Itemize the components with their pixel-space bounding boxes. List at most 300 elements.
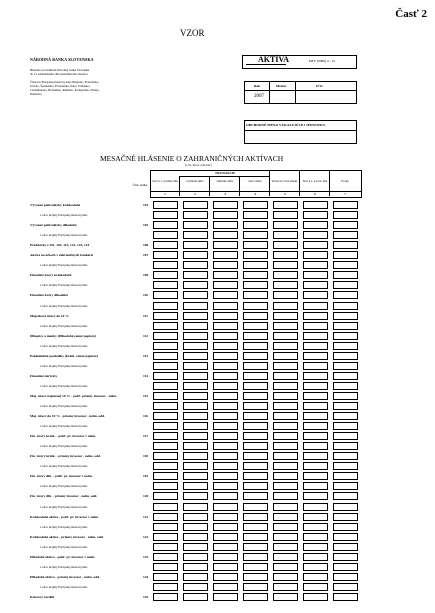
data-cell[interactable] — [333, 482, 358, 490]
data-cell[interactable] — [303, 201, 328, 209]
data-cell[interactable] — [303, 432, 328, 440]
data-cell[interactable] — [333, 402, 358, 410]
data-cell[interactable] — [183, 251, 208, 259]
company-id-header: IČO — [316, 84, 323, 88]
data-cell[interactable] — [213, 281, 238, 289]
data-cell[interactable] — [183, 372, 208, 380]
data-cell[interactable] — [303, 593, 328, 601]
data-cell[interactable] — [213, 221, 238, 229]
data-cell[interactable] — [153, 261, 178, 269]
row-number: 101 — [143, 203, 149, 207]
data-cell[interactable] — [273, 503, 298, 511]
note-line: Grécko, Španielsko, Francúzsko, Írsko, Taliansko, — [30, 84, 91, 88]
data-cell[interactable] — [183, 402, 208, 410]
data-cell[interactable] — [273, 452, 298, 460]
data-cell[interactable] — [183, 412, 208, 420]
data-cell[interactable] — [333, 221, 358, 229]
data-cell[interactable] — [153, 302, 178, 310]
data-cell[interactable] — [273, 462, 298, 470]
data-cell[interactable] — [153, 241, 178, 249]
data-cell[interactable] — [213, 472, 238, 480]
data-cell[interactable] — [273, 432, 298, 440]
data-cell[interactable] — [213, 291, 238, 299]
data-cell[interactable] — [243, 452, 268, 460]
data-cell[interactable] — [183, 382, 208, 390]
data-cell[interactable] — [303, 261, 328, 269]
data-cell[interactable] — [243, 442, 268, 450]
data-cell[interactable] — [273, 593, 298, 601]
data-cell[interactable] — [333, 513, 358, 521]
data-cell[interactable] — [303, 503, 328, 511]
data-cell[interactable] — [333, 503, 358, 511]
data-cell[interactable] — [303, 291, 328, 299]
data-cell[interactable] — [213, 482, 238, 490]
column-header-5: Kurzové a iné zmeny — [272, 179, 298, 183]
data-cell[interactable] — [213, 563, 238, 571]
data-cell[interactable] — [273, 201, 298, 209]
data-cell[interactable] — [273, 472, 298, 480]
data-cell[interactable] — [273, 332, 298, 340]
data-cell[interactable] — [273, 583, 298, 591]
data-cell[interactable] — [303, 452, 328, 460]
data-cell[interactable] — [303, 422, 328, 430]
subrow-label: z toho: krajiny Európskej menovej únie — [40, 213, 88, 218]
data-cell[interactable] — [213, 593, 238, 601]
data-cell[interactable] — [243, 492, 268, 500]
data-cell[interactable] — [153, 231, 178, 239]
data-cell[interactable] — [333, 251, 358, 259]
data-cell[interactable] — [213, 372, 238, 380]
data-cell[interactable] — [333, 412, 358, 420]
data-cell[interactable] — [333, 362, 358, 370]
data-cell[interactable] — [333, 593, 358, 601]
data-cell[interactable] — [273, 362, 298, 370]
data-cell[interactable] — [303, 442, 328, 450]
data-cell[interactable] — [273, 271, 298, 279]
row-number: 117 — [143, 434, 149, 439]
data-cell[interactable] — [213, 312, 238, 320]
data-cell[interactable] — [183, 352, 208, 360]
data-cell[interactable] — [183, 322, 208, 330]
subrow-label: z toho: krajiny Európskej menovej únie — [40, 383, 88, 388]
data-cell[interactable] — [303, 533, 328, 541]
data-cell[interactable] — [183, 472, 208, 480]
data-cell[interactable] — [273, 402, 298, 410]
data-cell[interactable] — [153, 271, 178, 279]
data-cell[interactable] — [303, 231, 328, 239]
data-cell[interactable] — [183, 312, 208, 320]
data-cell[interactable] — [273, 533, 298, 541]
data-cell[interactable] — [333, 523, 358, 531]
data-cell[interactable] — [243, 312, 268, 320]
data-cell[interactable] — [243, 462, 268, 470]
data-cell[interactable] — [153, 442, 178, 450]
data-cell[interactable] — [183, 271, 208, 279]
data-cell[interactable] — [183, 513, 208, 521]
data-cell[interactable] — [303, 251, 328, 259]
data-cell[interactable] — [243, 201, 268, 209]
data-cell[interactable] — [213, 412, 238, 420]
data-cell[interactable] — [183, 563, 208, 571]
data-cell[interactable] — [333, 342, 358, 350]
data-cell[interactable] — [213, 503, 238, 511]
data-cell[interactable] — [333, 322, 358, 330]
data-cell[interactable] — [303, 472, 328, 480]
data-cell[interactable] — [273, 422, 298, 430]
data-cell[interactable] — [333, 302, 358, 310]
data-cell[interactable] — [183, 211, 208, 219]
row-label: Finančné úvery krátkodobé — [30, 273, 72, 278]
data-cell[interactable] — [243, 271, 268, 279]
data-cell[interactable] — [183, 422, 208, 430]
data-cell[interactable] — [153, 573, 178, 581]
data-cell[interactable] — [213, 231, 238, 239]
data-cell[interactable] — [333, 312, 358, 320]
data-cell[interactable] — [333, 231, 358, 239]
data-cell[interactable] — [243, 382, 268, 390]
data-cell[interactable] — [243, 211, 268, 219]
data-cell[interactable] — [303, 281, 328, 289]
data-cell[interactable] — [153, 432, 178, 440]
form-name: AKTÍVA — [258, 55, 289, 64]
data-cell[interactable] — [183, 533, 208, 541]
row-number: 111 — [143, 313, 148, 318]
data-cell[interactable] — [273, 221, 298, 229]
data-cell[interactable] — [213, 302, 238, 310]
data-cell[interactable] — [333, 211, 358, 219]
data-cell[interactable] — [243, 563, 268, 571]
row-label: Fin. úvery krátk. - pohľ. pr. investor v nehn. — [30, 434, 97, 439]
data-cell[interactable] — [333, 261, 358, 269]
data-cell[interactable] — [303, 563, 328, 571]
data-cell[interactable] — [273, 251, 298, 259]
data-cell[interactable] — [153, 362, 178, 370]
data-cell[interactable] — [153, 523, 178, 531]
data-cell[interactable] — [303, 241, 328, 249]
data-cell[interactable] — [183, 201, 208, 209]
data-cell[interactable] — [303, 332, 328, 340]
data-cell[interactable] — [273, 261, 298, 269]
data-cell[interactable] — [183, 482, 208, 490]
data-cell[interactable] — [273, 281, 298, 289]
data-cell[interactable] — [213, 543, 238, 551]
data-cell[interactable] — [183, 442, 208, 450]
data-cell[interactable] — [183, 302, 208, 310]
data-cell[interactable] — [213, 452, 238, 460]
data-cell[interactable] — [303, 402, 328, 410]
data-cell[interactable] — [153, 402, 178, 410]
data-cell[interactable] — [243, 362, 268, 370]
data-cell[interactable] — [273, 553, 298, 561]
data-cell[interactable] — [213, 492, 238, 500]
data-cell[interactable] — [183, 503, 208, 511]
data-cell[interactable] — [213, 271, 238, 279]
data-cell[interactable] — [273, 513, 298, 521]
data-cell[interactable] — [303, 392, 328, 400]
data-cell[interactable] — [183, 553, 208, 561]
data-cell[interactable] — [303, 412, 328, 420]
data-cell[interactable] — [153, 472, 178, 480]
data-cell[interactable] — [183, 342, 208, 350]
data-cell[interactable] — [273, 322, 298, 330]
data-cell[interactable] — [243, 231, 268, 239]
data-cell[interactable] — [273, 241, 298, 249]
data-cell[interactable] — [213, 513, 238, 521]
data-cell[interactable] — [303, 513, 328, 521]
data-cell[interactable] — [273, 523, 298, 531]
data-cell[interactable] — [333, 201, 358, 209]
data-cell[interactable] — [213, 533, 238, 541]
data-cell[interactable] — [183, 492, 208, 500]
data-cell[interactable] — [243, 422, 268, 430]
data-cell[interactable] — [213, 251, 238, 259]
data-cell[interactable] — [333, 291, 358, 299]
data-cell[interactable] — [303, 352, 328, 360]
data-cell[interactable] — [273, 563, 298, 571]
data-cell[interactable] — [153, 342, 178, 350]
data-cell[interactable] — [333, 332, 358, 340]
data-cell[interactable] — [153, 332, 178, 340]
data-cell[interactable] — [273, 543, 298, 551]
data-cell[interactable] — [243, 241, 268, 249]
data-cell[interactable] — [273, 492, 298, 500]
data-cell[interactable] — [183, 392, 208, 400]
data-cell[interactable] — [243, 332, 268, 340]
data-cell[interactable] — [183, 583, 208, 591]
data-cell[interactable] — [213, 392, 238, 400]
data-cell[interactable] — [183, 523, 208, 531]
data-cell[interactable] — [303, 211, 328, 219]
data-cell[interactable] — [303, 583, 328, 591]
data-cell[interactable] — [333, 462, 358, 470]
data-cell[interactable] — [333, 352, 358, 360]
data-cell[interactable] — [183, 432, 208, 440]
data-cell[interactable] — [243, 302, 268, 310]
data-cell[interactable] — [333, 392, 358, 400]
data-cell[interactable] — [153, 221, 178, 229]
data-cell[interactable] — [303, 372, 328, 380]
data-cell[interactable] — [153, 312, 178, 320]
data-cell[interactable] — [183, 221, 208, 229]
data-cell[interactable] — [153, 412, 178, 420]
data-cell[interactable] — [333, 432, 358, 440]
data-cell[interactable] — [153, 533, 178, 541]
note-line: Členovia Európskej menovej únie: Belgicko, Francúzsko, — [30, 80, 100, 84]
data-cell[interactable] — [243, 322, 268, 330]
data-cell[interactable] — [243, 593, 268, 601]
data-cell[interactable] — [273, 412, 298, 420]
data-cell[interactable] — [333, 472, 358, 480]
data-cell[interactable] — [333, 442, 358, 450]
data-cell[interactable] — [333, 573, 358, 581]
data-cell[interactable] — [243, 291, 268, 299]
data-cell[interactable] — [213, 402, 238, 410]
data-cell[interactable] — [273, 302, 298, 310]
data-cell[interactable] — [303, 221, 328, 229]
data-cell[interactable] — [273, 392, 298, 400]
data-cell[interactable] — [153, 322, 178, 330]
data-cell[interactable] — [243, 281, 268, 289]
data-cell[interactable] — [213, 211, 238, 219]
data-cell[interactable] — [303, 322, 328, 330]
data-cell[interactable] — [153, 291, 178, 299]
data-cell[interactable] — [243, 573, 268, 581]
data-cell[interactable] — [303, 362, 328, 370]
data-cell[interactable] — [153, 392, 178, 400]
data-cell[interactable] — [153, 482, 178, 490]
data-cell[interactable] — [273, 342, 298, 350]
data-cell[interactable] — [153, 452, 178, 460]
column-header-1: Stav k 1. prvému dňu — [152, 179, 178, 183]
data-cell[interactable] — [243, 503, 268, 511]
data-cell[interactable] — [333, 281, 358, 289]
data-cell[interactable] — [303, 492, 328, 500]
data-cell[interactable] — [153, 211, 178, 219]
data-cell[interactable] — [183, 281, 208, 289]
data-cell[interactable] — [183, 573, 208, 581]
data-cell[interactable] — [333, 452, 358, 460]
data-cell[interactable] — [243, 533, 268, 541]
data-cell[interactable] — [243, 251, 268, 259]
data-cell[interactable] — [183, 543, 208, 551]
data-cell[interactable] — [153, 492, 178, 500]
data-cell[interactable] — [333, 382, 358, 390]
row-number: 121 — [143, 514, 149, 519]
data-cell[interactable] — [153, 563, 178, 571]
data-cell[interactable] — [153, 513, 178, 521]
data-cell[interactable] — [243, 342, 268, 350]
data-cell[interactable] — [213, 241, 238, 249]
data-cell[interactable] — [333, 241, 358, 249]
data-cell[interactable] — [183, 462, 208, 470]
data-cell[interactable] — [153, 593, 178, 601]
data-cell[interactable] — [183, 362, 208, 370]
data-cell[interactable] — [243, 482, 268, 490]
data-cell[interactable] — [303, 271, 328, 279]
data-cell[interactable] — [213, 382, 238, 390]
data-cell[interactable] — [273, 482, 298, 490]
data-cell[interactable] — [243, 372, 268, 380]
data-cell[interactable] — [153, 281, 178, 289]
data-cell[interactable] — [333, 422, 358, 430]
data-cell[interactable] — [153, 372, 178, 380]
data-cell[interactable] — [243, 392, 268, 400]
data-cell[interactable] — [213, 422, 238, 430]
data-cell[interactable] — [183, 261, 208, 269]
data-cell[interactable] — [153, 543, 178, 551]
data-cell[interactable] — [243, 221, 268, 229]
data-cell[interactable] — [333, 492, 358, 500]
data-cell[interactable] — [333, 533, 358, 541]
data-cell[interactable] — [153, 503, 178, 511]
data-cell[interactable] — [243, 261, 268, 269]
data-cell[interactable] — [333, 563, 358, 571]
data-cell[interactable] — [243, 432, 268, 440]
row-number: 109 — [143, 273, 149, 278]
data-cell[interactable] — [213, 573, 238, 581]
data-cell[interactable] — [243, 513, 268, 521]
data-cell[interactable] — [213, 442, 238, 450]
data-cell[interactable] — [153, 382, 178, 390]
data-cell[interactable] — [153, 201, 178, 209]
report-title: MESAČNÉ HLÁSENIE O ZAHRANIČNÝCH AKTÍVACH — [100, 154, 284, 163]
row-number: 122 — [143, 534, 149, 539]
data-cell[interactable] — [153, 553, 178, 561]
row-label: Finančné úvery dlhodobé — [30, 293, 68, 298]
data-cell[interactable] — [303, 543, 328, 551]
data-cell[interactable] — [243, 523, 268, 531]
data-cell[interactable] — [153, 251, 178, 259]
data-cell[interactable] — [243, 352, 268, 360]
data-cell[interactable] — [303, 523, 328, 531]
data-cell[interactable] — [213, 342, 238, 350]
data-cell[interactable] — [273, 211, 298, 219]
data-cell[interactable] — [333, 583, 358, 591]
data-cell[interactable] — [243, 402, 268, 410]
data-cell[interactable] — [183, 593, 208, 601]
data-cell[interactable] — [183, 332, 208, 340]
data-cell[interactable] — [183, 241, 208, 249]
data-cell[interactable] — [213, 432, 238, 440]
data-cell[interactable] — [273, 372, 298, 380]
data-cell[interactable] — [273, 352, 298, 360]
data-cell[interactable] — [333, 271, 358, 279]
data-cell[interactable] — [183, 231, 208, 239]
data-cell[interactable] — [333, 543, 358, 551]
data-cell[interactable] — [213, 583, 238, 591]
data-cell[interactable] — [273, 312, 298, 320]
data-cell[interactable] — [213, 462, 238, 470]
data-cell[interactable] — [243, 412, 268, 420]
data-cell[interactable] — [213, 322, 238, 330]
data-cell[interactable] — [183, 291, 208, 299]
data-cell[interactable] — [213, 553, 238, 561]
data-cell[interactable] — [303, 302, 328, 310]
data-cell[interactable] — [303, 482, 328, 490]
data-cell[interactable] — [153, 583, 178, 591]
data-cell[interactable] — [213, 261, 238, 269]
data-cell[interactable] — [213, 352, 238, 360]
data-cell[interactable] — [153, 352, 178, 360]
data-cell[interactable] — [333, 553, 358, 561]
data-cell[interactable] — [303, 342, 328, 350]
data-cell[interactable] — [153, 462, 178, 470]
data-cell[interactable] — [243, 583, 268, 591]
data-cell[interactable] — [303, 462, 328, 470]
data-cell[interactable] — [183, 452, 208, 460]
data-cell[interactable] — [273, 573, 298, 581]
data-cell[interactable] — [303, 573, 328, 581]
data-cell[interactable] — [213, 201, 238, 209]
data-cell[interactable] — [153, 422, 178, 430]
data-cell[interactable] — [243, 543, 268, 551]
data-cell[interactable] — [243, 553, 268, 561]
data-cell[interactable] — [333, 372, 358, 380]
subrow-label: z toho: krajiny Európskej menovej únie — [40, 424, 88, 429]
data-cell[interactable] — [243, 472, 268, 480]
data-cell[interactable] — [273, 231, 298, 239]
data-cell[interactable] — [273, 382, 298, 390]
subrow-label: z toho: krajiny Európskej menovej únie — [40, 283, 88, 288]
data-cell[interactable] — [213, 362, 238, 370]
data-cell[interactable] — [213, 523, 238, 531]
data-cell[interactable] — [273, 442, 298, 450]
data-cell[interactable] — [303, 553, 328, 561]
data-cell[interactable] — [213, 332, 238, 340]
data-cell[interactable] — [303, 382, 328, 390]
data-cell[interactable] — [273, 291, 298, 299]
data-cell[interactable] — [303, 312, 328, 320]
